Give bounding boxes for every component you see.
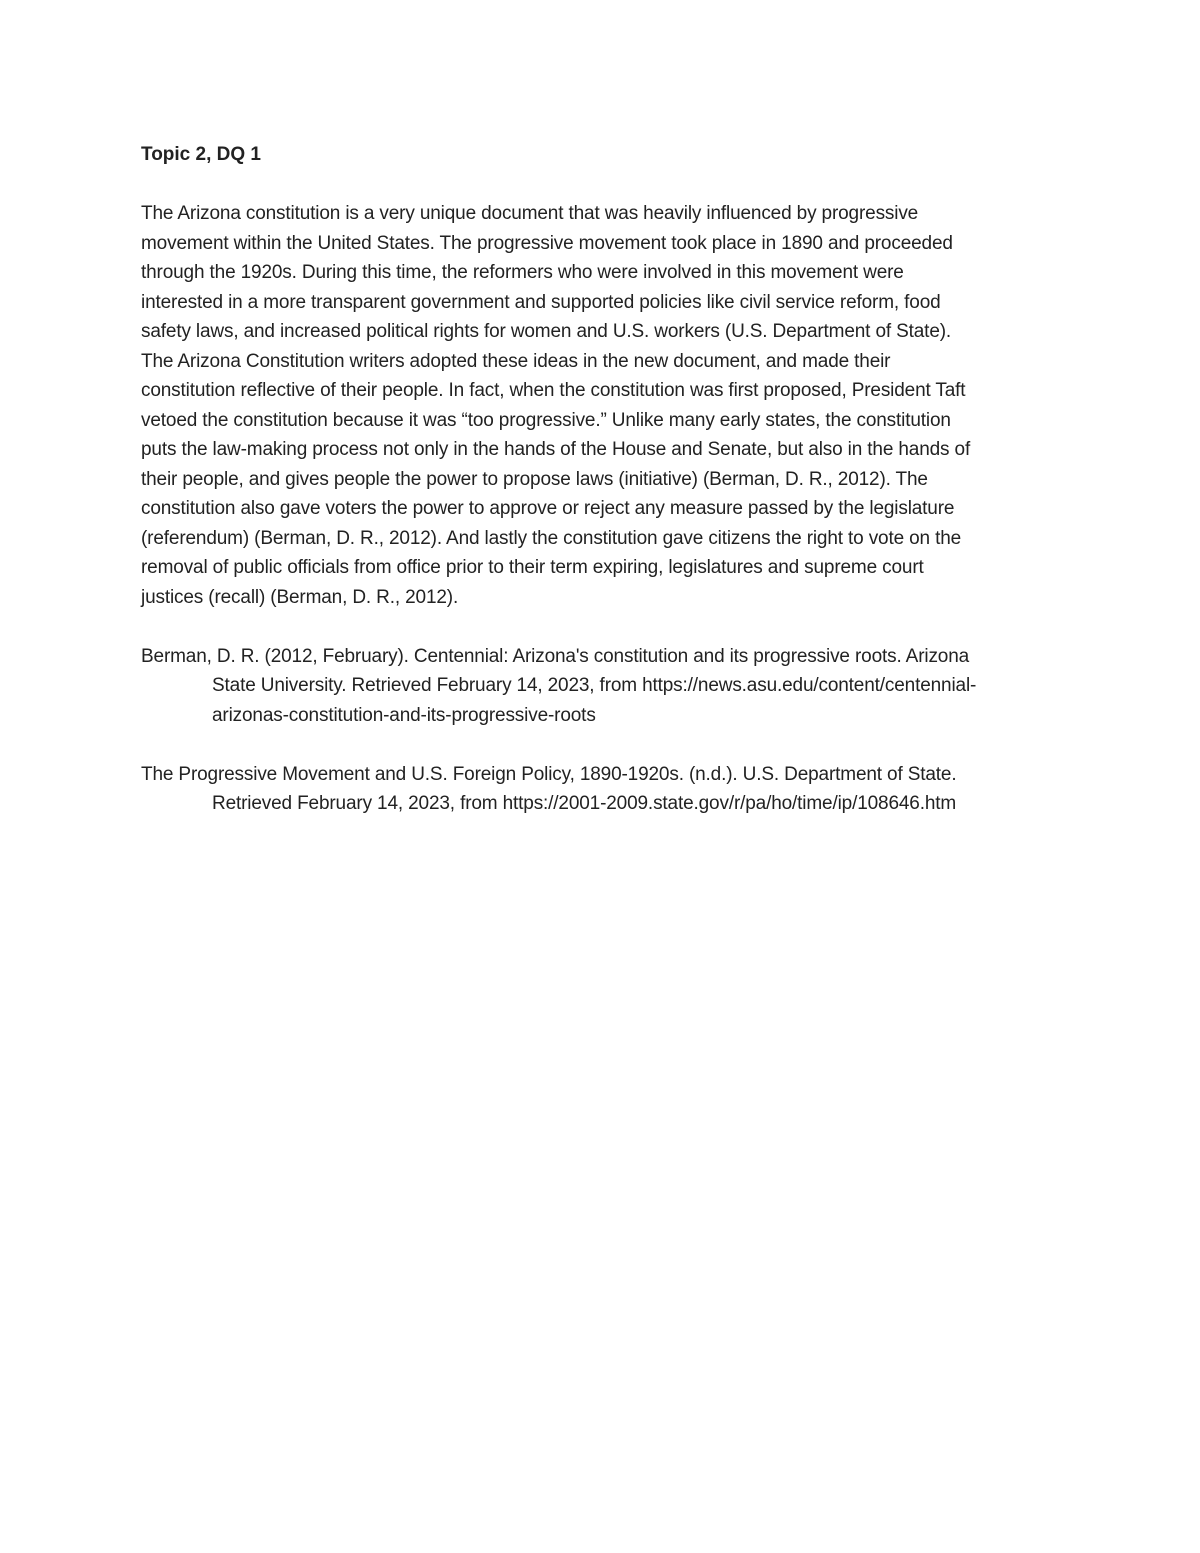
reference-line: The Progressive Movement and U.S. Foreign Policy, 1890-1920s. (n.d.). U.S. Department of State. <box>141 763 957 785</box>
reference-entry <box>141 760 1061 819</box>
body-line: The Arizona Constitution writers adopted these ideas in the new document, and made their <box>141 350 891 372</box>
body-line: constitution also gave voters the power to approve or reject any measure passed by the legislature <box>141 498 955 519</box>
body-line: safety laws, and increased political rights for women and U.S. workers (U.S. Department of State). <box>141 321 952 342</box>
document-content <box>141 140 1061 819</box>
body-line: justices (recall) (Berman, D. R., 2012). <box>141 586 459 608</box>
body-line: vetoed the constitution because it was “too progressive.” Unlike many early states, the constitution <box>141 409 951 431</box>
body-line: through the 1920s. During this time, the reformers who were involved in this movement were <box>141 262 904 283</box>
document-title: Topic 2, DQ 1 <box>141 144 262 165</box>
body-paragraph <box>141 199 1061 612</box>
body-line: movement within the United States. The progressive movement took place in 1890 and proceeded <box>141 232 953 254</box>
paragraph-gap <box>141 730 1061 760</box>
paragraph-gap <box>141 612 1061 642</box>
reference-line: State University. Retrieved February 14, 2023, from https://news.asu.edu/content/centennial- <box>212 675 977 696</box>
reference-line: Berman, D. R. (2012, February). Centennial: Arizona's constitution and its progressive roots. Arizona <box>141 645 970 667</box>
reference-entry <box>141 642 1061 731</box>
body-line: constitution reflective of their people. In fact, when the constitution was first proposed, President Taft <box>141 380 966 401</box>
body-line: their people, and gives people the power to propose laws (initiative) (Berman, D. R., 2012). The <box>141 468 928 490</box>
body-line: puts the law-making process not only in the hands of the House and Senate, but also in the hands of <box>141 439 971 460</box>
reference-line: arizonas-constitution-and-its-progressive-roots <box>212 704 596 726</box>
body-line: (referendum) (Berman, D. R., 2012). And lastly the constitution gave citizens the right to vote on the <box>141 527 962 549</box>
body-line: The Arizona constitution is a very unique document that was heavily influenced by progressive <box>141 203 919 224</box>
body-line: removal of public officials from office prior to their term expiring, legislatures and supreme court <box>141 557 924 578</box>
reference-line: Retrieved February 14, 2023, from https://2001-2009.state.gov/r/pa/ho/time/ip/108646.htm <box>212 793 957 814</box>
body-line: interested in a more transparent government and supported policies like civil service reform, food <box>141 291 941 313</box>
